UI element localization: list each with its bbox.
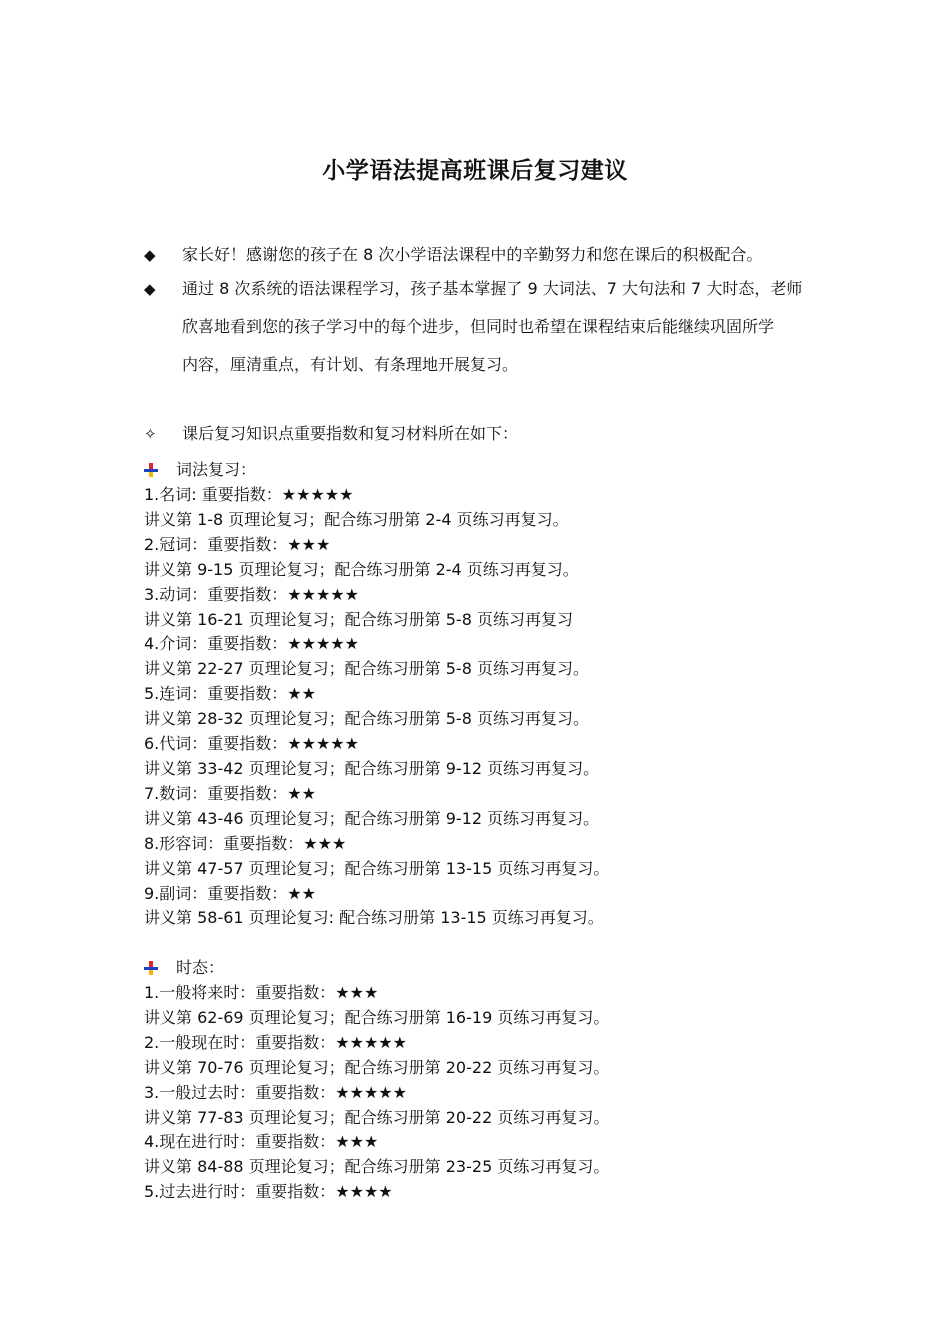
section-heading-text: 词法复习： <box>176 460 257 479</box>
list-line: 4.介词：重要指数：★★★★★ <box>144 634 359 654</box>
list-line: 讲义第 62-69 页理论复习；配合练习册第 16-19 页练习再复习。 <box>144 1007 610 1027</box>
list-line: 1.名词: 重要指数：★★★★★ <box>144 485 354 504</box>
intro-text-2-line-3: 内容，厘清重点，有计划、有条理地开展复习。 <box>182 355 519 374</box>
intro-text-2-line-1: 通过 8 次系统的语法课程学习，孩子基本掌握了 9 大词法、7 大句法和 7 大时态，老师 <box>182 279 803 298</box>
list-line: 7.数词：重要指数：★★ <box>144 783 316 803</box>
list-line: 讲义第 77-83 页理论复习；配合练习册第 20-22 页练习再复习。 <box>144 1107 610 1127</box>
list-line: 4.现在进行时：重要指数：★★★ <box>144 1132 379 1152</box>
lexicon-list <box>144 483 609 931</box>
list-line: 3.一般过去时：重要指数：★★★★★ <box>144 1082 407 1102</box>
section-marker-icon <box>144 463 160 477</box>
list-line: 9.副词：重要指数：★★ <box>144 883 316 903</box>
list-line: 讲义第 28-32 页理论复习；配合练习册第 5-8 页练习再复习。 <box>144 709 589 729</box>
list-line: 讲义第 58-61 页理论复习: 配合练习册第 13-15 页练习再复习。 <box>144 908 604 928</box>
list-line: 讲义第 43-46 页理论复习；配合练习册第 9-12 页练习再复习。 <box>144 808 600 828</box>
list-line: 1.一般将来时：重要指数：★★★ <box>144 983 379 1002</box>
diamond-bullet-icon: ◆ <box>144 246 156 264</box>
section-heading-text: 时态： <box>176 958 225 977</box>
diamond-bullet-icon: ◆ <box>144 280 156 298</box>
list-line: 讲义第 16-21 页理论复习；配合练习册第 5-8 页练习再复习 <box>144 609 573 629</box>
list-line: 2.一般现在时：重要指数：★★★★★ <box>144 1032 407 1052</box>
tense-list <box>144 981 609 1205</box>
intro-text-1: 家长好！感谢您的孩子在 8 次小学语法课程中的辛勤努力和您在课后的积极配合。 <box>182 245 763 264</box>
intro-text-2-line-2: 欣喜地看到您的孩子学习中的每个进步，但同时也希望在课程结束后能继续巩固所学 <box>182 317 775 336</box>
section-heading-lexicon <box>144 458 256 482</box>
list-line: 讲义第 22-27 页理论复习；配合练习册第 5-8 页练习再复习。 <box>144 659 589 679</box>
overview-text: 课后复习知识点重要指数和复习材料所在如下： <box>182 424 519 443</box>
list-line: 3.动词：重要指数：★★★★★ <box>144 584 359 604</box>
list-line: 6.代词：重要指数：★★★★★ <box>144 734 359 754</box>
list-line: 8.形容词：重要指数：★★★ <box>144 833 347 853</box>
list-line: 2.冠词：重要指数：★★★ <box>144 534 331 554</box>
list-line: 讲义第 84-88 页理论复习；配合练习册第 23-25 页练习再复习。 <box>144 1157 610 1177</box>
list-line: 5.过去进行时：重要指数：★★★★ <box>144 1182 393 1202</box>
list-line: 讲义第 1-8 页理论复习；配合练习册第 2-4 页练习再复习。 <box>144 509 569 529</box>
hollow-star-bullet-icon: ✧ <box>144 425 157 443</box>
overview-line <box>144 420 518 448</box>
list-line: 讲义第 47-57 页理论复习；配合练习册第 13-15 页练习再复习。 <box>144 858 610 878</box>
list-line: 讲义第 70-76 页理论复习；配合练习册第 20-22 页练习再复习。 <box>144 1057 610 1077</box>
intro-paragraph-1 <box>144 236 824 274</box>
list-line: 讲义第 33-42 页理论复习；配合练习册第 9-12 页练习再复习。 <box>144 758 600 778</box>
section-marker-icon <box>144 961 160 975</box>
page-title: 小学语法提高班课后复习建议 <box>322 158 628 184</box>
intro-paragraph-2 <box>144 270 824 384</box>
list-line: 讲义第 9-15 页理论复习；配合练习册第 2-4 页练习再复习。 <box>144 559 579 579</box>
list-line: 5.连词：重要指数：★★ <box>144 684 316 704</box>
section-heading-tense <box>144 956 224 980</box>
